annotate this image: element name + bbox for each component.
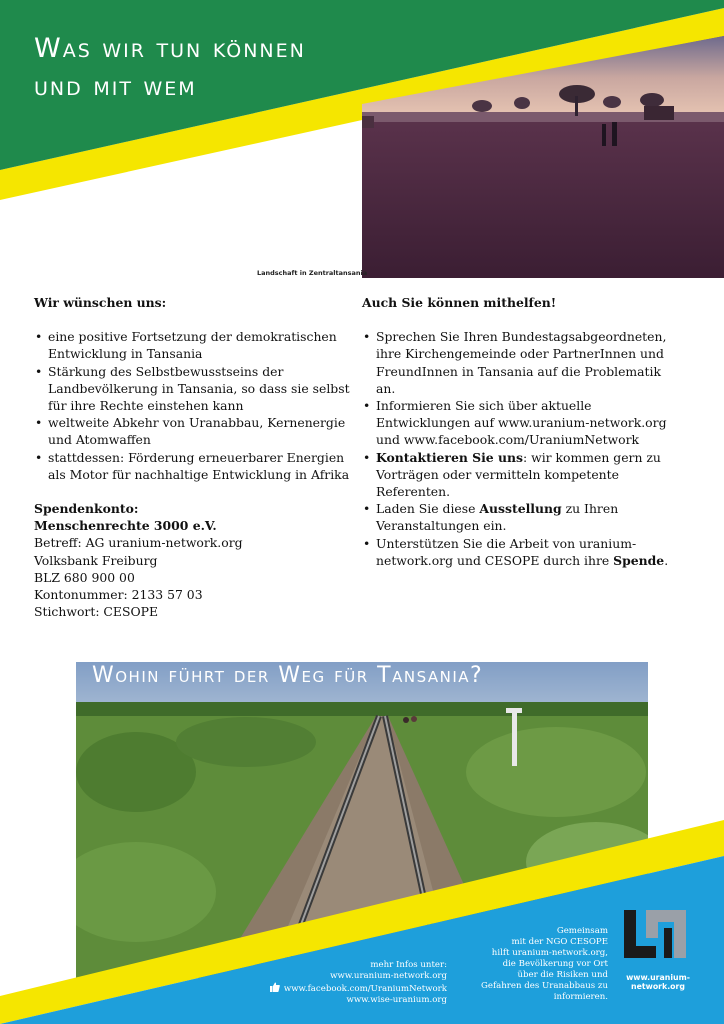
landscape-photo (362, 36, 724, 278)
uranium-network-logo (620, 906, 690, 964)
exhibit-text-pre: Laden Sie diese (376, 501, 480, 517)
konto-line: Stichwort: CESOPE (34, 604, 158, 620)
wise-link[interactable]: www.wise-uranium.org (346, 995, 447, 1005)
right-column (362, 294, 682, 569)
konto-heading: Spendenkonto: (34, 501, 139, 517)
exhibit-text-post: zu Ihren Veranstaltungen ein. (376, 501, 619, 534)
cesope-info (481, 926, 608, 1003)
page-title (34, 30, 306, 106)
right-heading: Auch Sie können mithelfen! (362, 295, 557, 310)
support-emphasis: Spende (613, 552, 665, 568)
contact-emphasis: Kontaktieren Sie uns (376, 449, 523, 465)
photo-caption: Landschaft in Zentraltansania (257, 269, 368, 277)
help-list (362, 328, 682, 569)
title-line-2: und mit wem (34, 71, 197, 102)
list-item: • eine positive Fortsetzung der demokratischen Entwicklung in Tansania (34, 328, 354, 362)
contact-text: : wir kommen gern zu Vorträgen oder vermitteln kompetente Referenten. (376, 449, 661, 500)
facebook-line (270, 982, 447, 995)
website-link[interactable]: www.uranium-network.org (330, 971, 447, 981)
thumbs-up-icon (270, 982, 280, 992)
konto-organization: Menschenrechte 3000 e.V. (34, 518, 217, 534)
cesope-line: hilft uranium-network.org, (491, 948, 608, 958)
title-line-1: Was wir tun können (34, 33, 306, 64)
list-item: • Informieren Sie sich über aktuelle Entwicklungen auf www.uranium-network.org und www.facebook.com/UraniumNetwork (362, 397, 682, 449)
logo-text (626, 973, 690, 991)
bottom-title: Wohin führt der Weg für Tansania? (92, 663, 484, 688)
konto-line: BLZ 680 900 00 (34, 569, 135, 585)
konto-line: Betreff: AG uranium-network.org (34, 535, 243, 551)
support-text-pre: Unterstützen Sie die Arbeit von uranium-network.org und CESOPE durch ihre (376, 535, 637, 568)
support-text-post: . (664, 552, 669, 568)
cesope-line: informieren. (553, 992, 608, 1002)
logo-text-line: network.org (631, 982, 685, 991)
more-info (270, 960, 447, 1006)
more-info-label: mehr Infos unter: (370, 960, 447, 970)
cesope-line: die Bevölkerung vor Ort (502, 959, 608, 969)
konto-line: Kontonummer: 2133 57 03 (34, 587, 203, 603)
logo-text-line: www.uranium- (626, 973, 690, 982)
list-item (362, 535, 682, 569)
cesope-line: Gemeinsam (556, 926, 608, 936)
list-item: • Sprechen Sie Ihren Bundestagsabgeordneten, ihre Kirchengemeinde oder PartnerInnen und FreundInnen in Tansania auf die Problematik an. (362, 328, 682, 397)
list-item: • Stärkung des Selbstbewusstseins der Landbevölkerung in Tansania, so dass sie selbst für ihre Rechte einstehen kann (34, 363, 354, 415)
facebook-link[interactable]: www.facebook.com/UraniumNetwork (283, 984, 447, 994)
cesope-line: mit der NGO CESOPE (511, 937, 608, 947)
konto-line: Volksbank Freiburg (34, 552, 158, 568)
left-column (34, 294, 354, 620)
list-item (362, 500, 682, 534)
donation-account (34, 500, 354, 620)
left-heading: Wir wünschen uns: (34, 295, 167, 310)
cesope-line: Gefahren des Uranabbaus zu (481, 981, 608, 991)
list-item: • weltweite Abkehr von Uranabbau, Kernenergie und Atomwaffen (34, 414, 354, 448)
list-item: • stattdessen: Förderung erneuerbarer Energien als Motor für nachhaltige Entwicklung in Afrika (34, 449, 354, 483)
exhibit-emphasis: Ausstellung (479, 501, 562, 517)
list-item (362, 449, 682, 501)
wish-list (34, 328, 354, 483)
cesope-line: über die Risiken und (517, 970, 608, 980)
